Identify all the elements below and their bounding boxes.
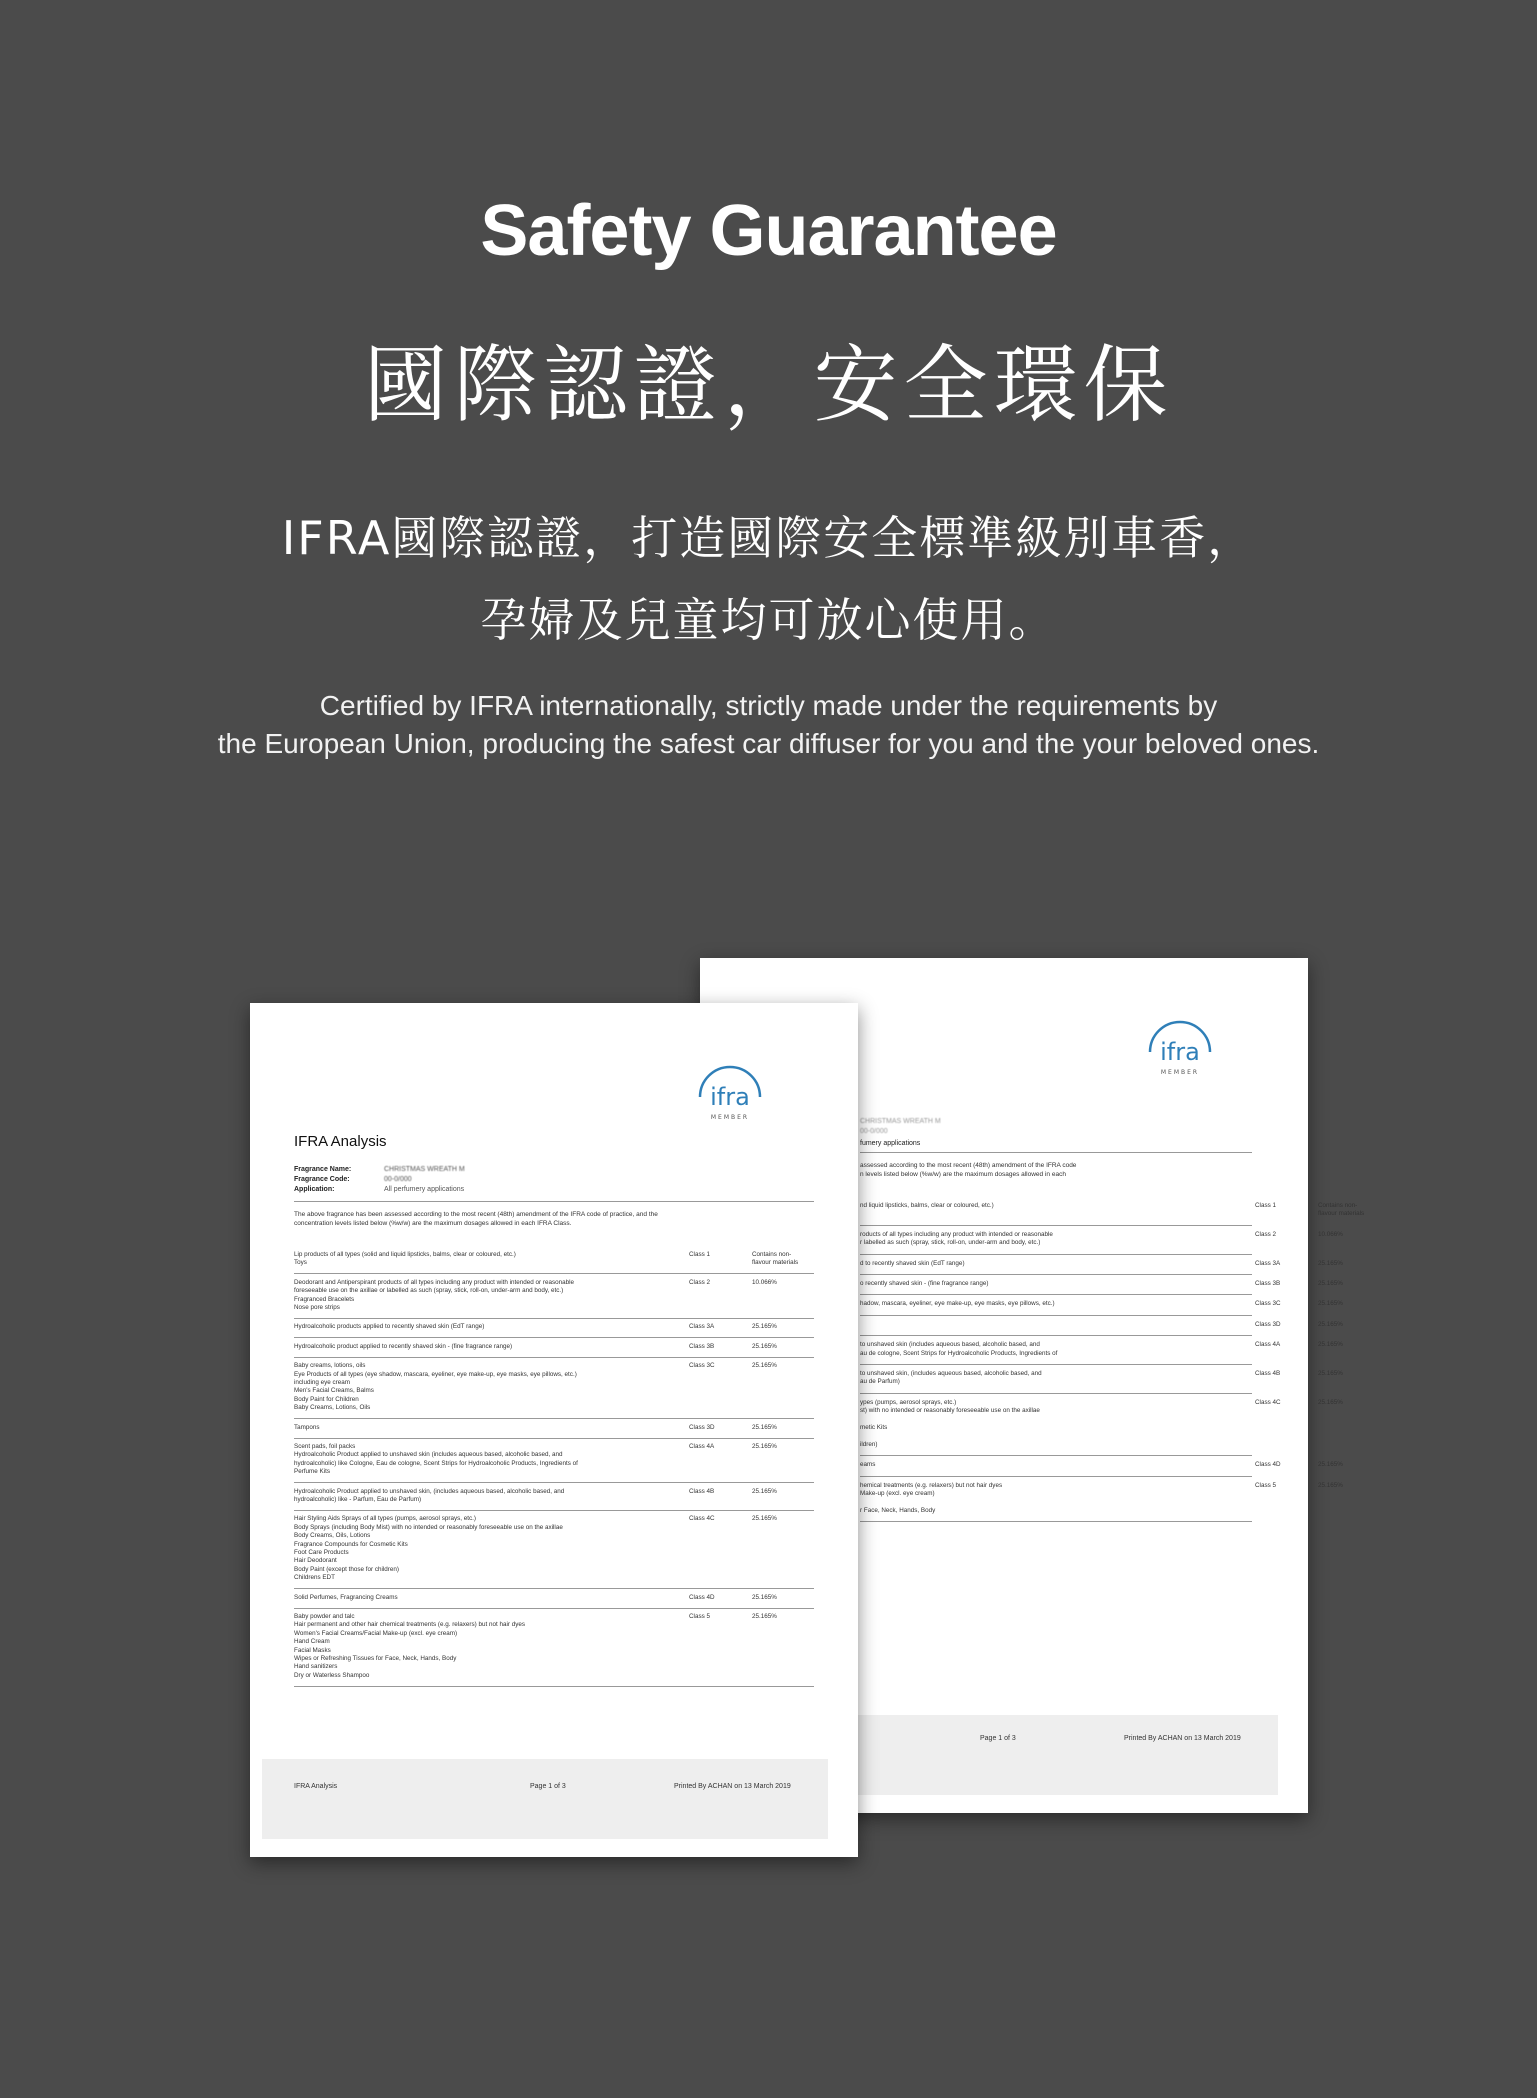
row-class: Class 3D [689,1423,715,1431]
row-class: Class 4C [689,1515,715,1523]
row-class: Class 5 [1255,1481,1276,1489]
meta-fragrance-code: Fragrance Code: 00-0/000 [294,1176,412,1183]
intro-text: The above fragrance has been assessed according to the most recent (48th) amendment of the IFRA code of practice, and the concentration levels listed below (%w/w) are the maximum dosages allowed in each IFRA Class. [294,1211,658,1227]
row-description: Hydroalcoholic products applied to recently shaved skin (EdT range) [294,1323,485,1331]
ifra-logo [690,1053,770,1133]
row-divider [860,1455,1252,1456]
logo-text: ifra [710,1083,750,1111]
row-class: Class 3A [1255,1259,1281,1267]
row-divider [860,1254,1252,1255]
row-value: 25.165% [1318,1280,1343,1287]
row-description: Scent pads, foil packs Hydroalcoholic Product applied to unshaved skin (includes aqueous based, alcoholic based, and hydroalcoholic) like Cologne, Eau de cologne, Scent Strips for Hydroalcoholic Products, Ingredients of Perfume Kits [294,1443,578,1476]
row-divider [294,1588,814,1589]
row-divider [860,1364,1252,1365]
row-value: Contains non- flavour materials [1318,1202,1365,1218]
row-class: Class 3D [1255,1320,1281,1328]
footer-page: Page 1 of 3 [980,1735,1016,1742]
footer-shading [262,1759,828,1839]
hero-title-chinese: 國際認證，安全環保 [363,336,1174,434]
row-class: Class 5 [689,1613,710,1620]
footer-printed: Printed By ACHAN on 13 March 2019 [674,1783,791,1790]
row-description: hemical treatments (e.g. relaxers) but not hair dyes Make-up (excl. eye cream) r Face, Neck, Hands, Body [860,1481,1003,1514]
ifra-logo-icon [1140,1008,1220,1088]
row-divider [294,1273,814,1274]
row-divider [294,1337,814,1338]
row-class: Class 3B [1255,1280,1281,1287]
meta-fragrance-code: 00-0/000 [860,1128,888,1135]
row-class: Class 3C [1255,1300,1281,1308]
row-value: 25.165% [752,1487,777,1495]
row-divider [294,1438,814,1439]
meta-application: Application: All perfumery applications [294,1186,465,1193]
subtitle-english-line-2: the European Union, producing the safest car diffuser for you and the your beloved ones. [217,728,1320,759]
row-description: eams [860,1461,876,1469]
row-value: 25.165% [1318,1341,1343,1349]
row-class: Class 4B [1255,1370,1281,1377]
meta-fragrance-name: Fragrance Name: CHRISTMAS WREATH M [294,1166,465,1173]
row-value: 10.066% [1318,1230,1343,1238]
footer-title: IFRA Analysis [294,1783,338,1790]
row-value: 25.165% [1318,1320,1343,1328]
row-value: 25.165% [752,1423,777,1431]
row-class: Class 1 [689,1251,710,1258]
meta-application: fumery applications [860,1140,921,1147]
row-value: 25.165% [1318,1398,1343,1406]
footer-page: Page 1 of 3 [530,1783,566,1790]
row-description: Baby powder and talc Hair permanent and other hair chemical treatments (e.g. relaxers) but not hair dyes Women's Facial Creams/Facial Make-up (excl. eye cream) Hand Cream Facial Masks Wipes or Refreshing Tissues for Face, Neck, Hands, Body Hand sanitizers Dry or Waterless Shampoo [294,1613,525,1679]
row-divider [294,1686,814,1687]
logo-text: ifra [1160,1038,1200,1066]
row-divider [294,1608,814,1609]
hero-title: Safety Guarantee [480,191,1057,271]
row-value: 25.165% [752,1342,777,1350]
row-class: Class 4B [689,1487,715,1495]
row-divider [860,1274,1252,1275]
row-description: Hydroalcoholic Product applied to unshaved skin, (includes aqueous based, alcoholic based, and hydroalcoholic) like - Parfum, Eau de Parfum) [294,1487,565,1503]
subtitle-english-line-1: Certified by IFRA internationally, strictly made under the requirements by [319,690,1218,721]
row-class: Class 2 [689,1278,710,1286]
row-class: Class 1 [1255,1202,1276,1209]
row-class: Class 2 [1255,1230,1276,1238]
row-divider [860,1476,1252,1477]
row-description: d to recently shaved skin (EdT range) [860,1259,965,1267]
row-description: to unshaved skin (includes aqueous based, alcoholic based, and au de cologne, Scent Strips for Hydroalcoholic Products, Ingredients of [860,1341,1058,1357]
row-divider [294,1510,814,1511]
row-class: Class 4D [1255,1461,1281,1469]
row-divider [860,1225,1252,1226]
ifra-logo-icon [690,1053,770,1133]
row-class: Class 4A [1255,1341,1281,1349]
subtitle-chinese-line-1: IFRA國際認證，打造國際安全標準級別車香， [281,511,1256,565]
row-class: Class 3B [689,1342,715,1350]
row-class: Class 4C [1255,1398,1281,1406]
row-value: Contains non- flavour materials [752,1251,799,1267]
row-value: 25.165% [1318,1259,1343,1267]
row-divider [294,1357,814,1358]
row-description: Solid Perfumes, Fragrancing Creams [294,1593,398,1601]
footer-printed: Printed By ACHAN on 13 March 2019 [1124,1735,1241,1742]
row-value: 25.165% [1318,1370,1343,1377]
row-divider [860,1393,1252,1394]
intro-text: assessed according to the most recent (48th) amendment of the IFRA code n levels listed below (%w/w) are the maximum dosages allowed in each [860,1162,1077,1178]
row-divider [294,1318,814,1319]
doc-title: IFRA Analysis [294,1133,387,1150]
row-description: Hair Styling Aids Sprays of all types (pumps, aerosol sprays, etc.) Body Sprays (including Body Mist) with no intended or reasonably foreseeable use on the axillae Body Creams, Oils, Lotions Fragrance Compounds for Cosmetic Kits Foot Care Products Hair Deodorant Body Paint (except those for children) Childrens EDT [294,1515,563,1582]
logo-member: MEMBER [1160,1069,1200,1076]
row-description: Lip products of all types (solid and liquid lipsticks, balms, clear or coloured, etc.) Toys [294,1251,516,1267]
row-value: 25.165% [752,1515,777,1523]
row-class: Class 4D [689,1593,715,1601]
row-value: 25.165% [752,1443,777,1450]
row-class: Class 4A [689,1443,715,1450]
row-value: 25.165% [1318,1300,1343,1308]
row-value: 25.165% [752,1362,777,1370]
row-divider [294,1418,814,1419]
row-description: roducts of all types including any product with intended or reasonable r labelled as such (spray, stick, roll-on, under-arm and body, etc.) [860,1230,1053,1247]
row-divider [860,1294,1252,1295]
logo-member: MEMBER [710,1114,750,1121]
row-class: Class 3A [689,1323,715,1331]
row-description: ypes (pumps, aerosol sprays, etc.) st) with no intended or reasonably foreseeable use on the axillae metic Kits ildren) [860,1398,1040,1448]
ifra-logo [1140,1008,1220,1088]
row-value: 25.165% [1318,1481,1343,1489]
row-description: Deodorant and Antiperspirant products of all types including any product with intended or reasonable foreseeable use on the axillae or labelled as such (spray, stick, roll-on, under-arm and body, etc.) Fragranced Bracelets Nose pore strips [294,1278,575,1312]
certificate-page-front [250,1003,858,1857]
row-description: Hydroalcoholic product applied to recently shaved skin - (fine fragrance range) [294,1342,513,1350]
row-value: 10.066% [752,1278,777,1286]
row-divider [860,1521,1252,1522]
row-divider [860,1335,1252,1336]
row-description: to unshaved skin, (includes aqueous based, alcoholic based, and au de Parfum) [860,1370,1042,1386]
row-description: Baby creams, lotions, oils Eye Products of all types (eye shadow, mascara, eyeliner, eye make-up, eye masks, eye pillows, etc.) including eye cream Men's Facial Creams, Balms Body Paint for Children Baby Creams, Lotions, Oils [294,1362,577,1412]
row-class: Class 3C [689,1362,715,1370]
subtitle-chinese-line-2: 孕婦及兒童均可放心使用。 [480,593,1057,647]
row-description: Tampons [294,1423,320,1431]
row-description: hadow, mascara, eyeliner, eye make-up, eye masks, eye pillows, etc.) [860,1300,1055,1308]
row-value: 25.165% [752,1593,777,1601]
row-value: 25.165% [752,1613,777,1620]
row-divider [294,1482,814,1483]
row-value: 25.165% [1318,1461,1343,1469]
row-description: o recently shaved skin - (fine fragrance range) [860,1280,989,1287]
meta-fragrance-name: CHRISTMAS WREATH M [860,1118,941,1125]
row-divider [860,1315,1252,1316]
row-value: 25.165% [752,1323,777,1331]
row-description: nd liquid lipsticks, balms, clear or coloured, etc.) [860,1202,994,1209]
